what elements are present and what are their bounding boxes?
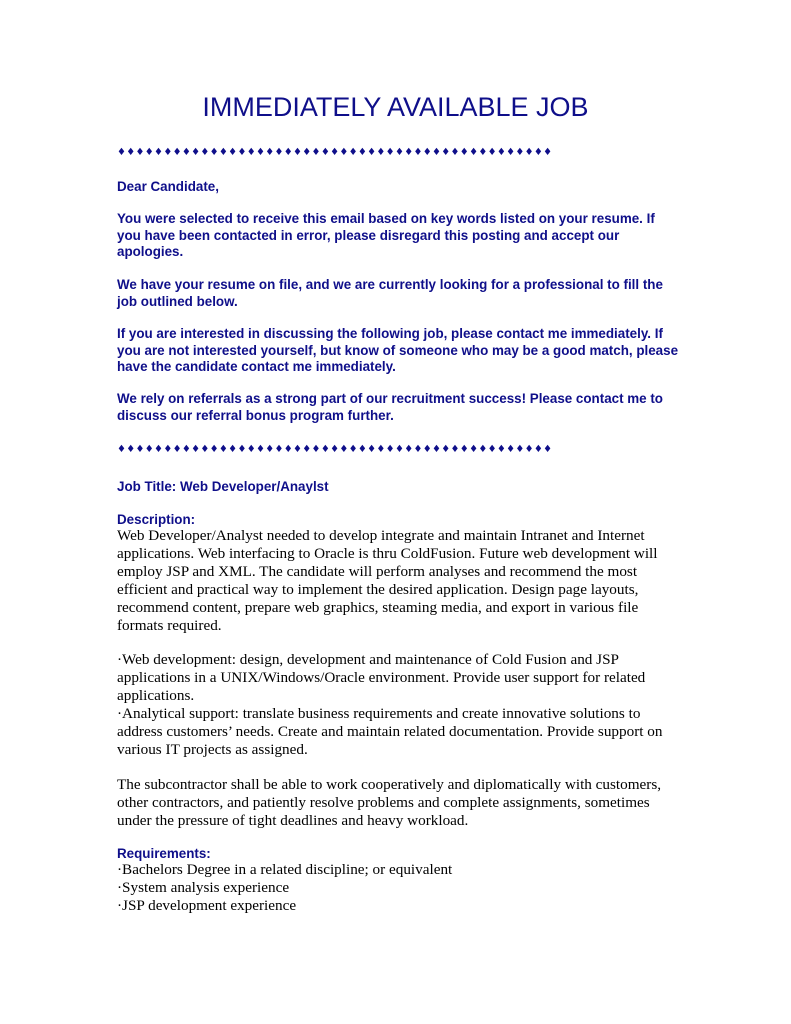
requirement-item: ·JSP development experience [117, 897, 297, 914]
subcontractor-paragraph: The subcontractor shall be able to work cooperatively and diplomatically with customers, other contractors, and patiently resolve problems and complete assignments, sometimes under the pressure of tight deadlines and heavy workload. [117, 776, 662, 829]
job-title: Job Title: Web Developer/Anaylst [117, 479, 329, 494]
duty-analytical-support: ·Analytical support: translate business requirements and create innovative solutions to address customers’ needs. Create and maintain related documentation. Provide support on various IT projects as assigned. [117, 705, 663, 758]
intro-paragraph-resume-on-file: We have your resume on file, and we are currently looking for a professional to fill the job outlined below. [117, 277, 663, 309]
description-heading: Description: [117, 512, 196, 527]
requirements-heading: Requirements: [117, 846, 211, 861]
requirements-list [117, 861, 682, 915]
greeting: Dear Candidate, [117, 179, 219, 194]
duty-web-development: ·Web development: design, development and maintenance of Cold Fusion and JSP applications in a UNIX/Windows/Oracle environment. Provide user support for related applications. [117, 651, 646, 704]
diamond-divider-top: ♦♦♦♦♦♦♦♦♦♦♦♦♦♦♦♦♦♦♦♦♦♦♦♦♦♦♦♦♦♦♦♦♦♦♦♦♦♦♦♦♦♦♦♦♦♦♦ [117, 147, 553, 158]
intro-paragraph-contact: If you are interested in discussing the following job, please contact me immediately. If you are not interested yourself, but know of someone who may be a good match, please have the candidate contact me immediately. [117, 326, 679, 374]
description-text: Web Developer/Analyst needed to develop integrate and maintain Intranet and Internet applications. Web interfacing to Oracle is thru ColdFusion. Future web development will employ JSP and XML. The candidate will perform analyses and recommend the most efficient and practical way to implement the desired application. Design page layouts, recommend content, prepare web graphics, steaming media, and export in various file formats required. [117, 527, 658, 634]
intro-paragraph-referrals: We rely on referrals as a strong part of our recruitment success! Please contact me to discuss our referral bonus program further. [117, 391, 663, 423]
diamond-divider-bottom: ♦♦♦♦♦♦♦♦♦♦♦♦♦♦♦♦♦♦♦♦♦♦♦♦♦♦♦♦♦♦♦♦♦♦♦♦♦♦♦♦♦♦♦♦♦♦♦ [117, 444, 553, 455]
page-title: IMMEDIATELY AVAILABLE JOB [202, 92, 589, 122]
requirement-item: ·Bachelors Degree in a related discipline; or equivalent [117, 861, 453, 878]
requirement-item: ·System analysis experience [117, 879, 290, 896]
intro-paragraph-selection: You were selected to receive this email based on key words listed on your resume. If you have been contacted in error, please disregard this posting and accept our apologies. [117, 211, 655, 259]
